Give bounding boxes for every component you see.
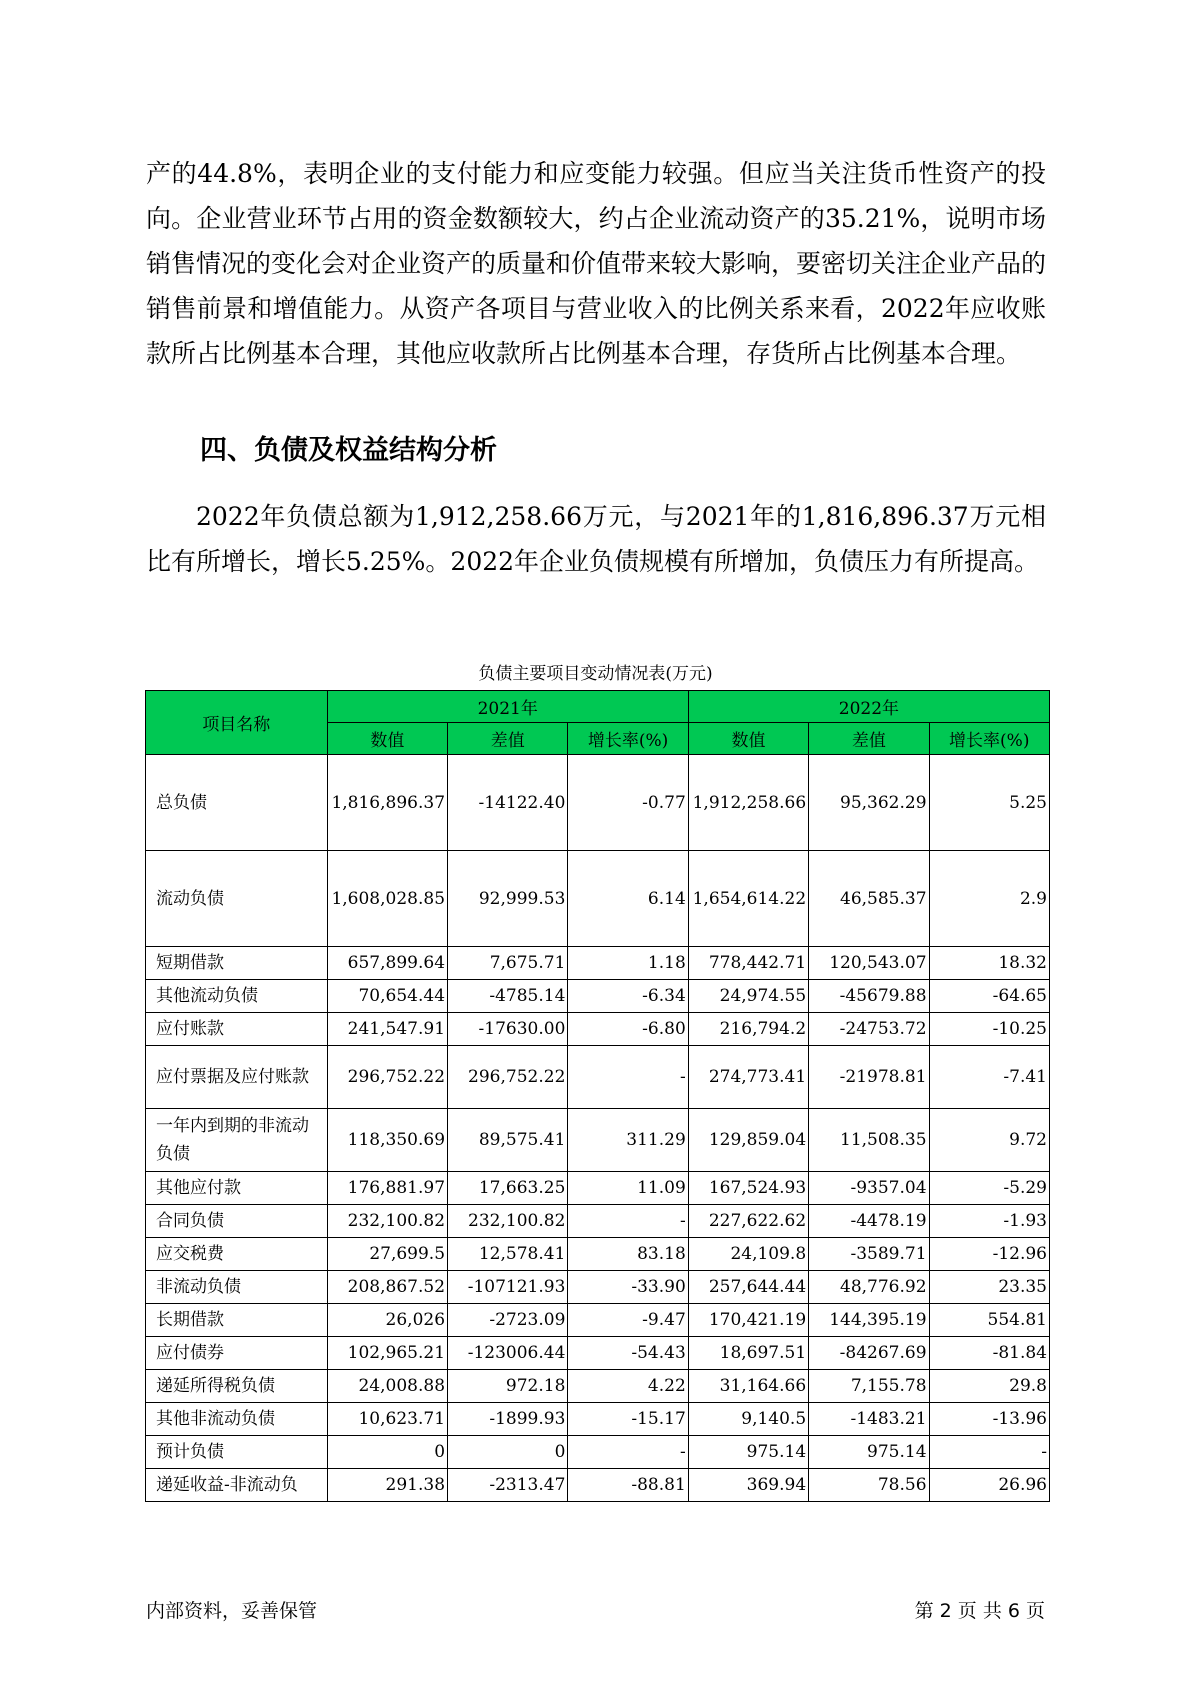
value-cell: -81.84 [929,1337,1049,1370]
table-row [146,1436,1050,1469]
value-cell: -10.25 [929,1013,1049,1046]
value-cell: 208,867.52 [327,1271,447,1304]
value-cell: 10,623.71 [327,1403,447,1436]
value-cell: -14122.40 [448,755,568,851]
value-cell: 241,547.91 [327,1013,447,1046]
table-row [146,1370,1050,1403]
table-row [146,1403,1050,1436]
value-cell: 7,155.78 [809,1370,929,1403]
value-cell: 657,899.64 [327,947,447,980]
value-cell: 11.09 [568,1172,688,1205]
value-cell: -3589.71 [809,1238,929,1271]
footer-page-number: 第 2 页 共 6 页 [914,1600,1045,1622]
col-header-year-2021: 2021年 [327,691,688,723]
row-label-cell: 应付债券 [146,1337,328,1370]
value-cell: 1,816,896.37 [327,755,447,851]
value-cell: -107121.93 [448,1271,568,1304]
value-cell: -45679.88 [809,980,929,1013]
col-header-growth: 增长率(%) [929,723,1049,755]
col-header-value: 数值 [327,723,447,755]
value-cell: 5.25 [929,755,1049,851]
value-cell: 274,773.41 [688,1046,808,1109]
value-cell: 1,608,028.85 [327,851,447,947]
value-cell: 120,543.07 [809,947,929,980]
value-cell: -2313.47 [448,1469,568,1502]
value-cell: 1,654,614.22 [688,851,808,947]
value-cell: - [568,1046,688,1109]
value-cell: 291.38 [327,1469,447,1502]
value-cell: -2723.09 [448,1304,568,1337]
value-cell: -21978.81 [809,1046,929,1109]
table-row [146,1469,1050,1502]
row-label-cell: 总负债 [146,755,328,851]
value-cell: 23.35 [929,1271,1049,1304]
value-cell: 12,578.41 [448,1238,568,1271]
value-cell: 176,881.97 [327,1172,447,1205]
value-cell: 31,164.66 [688,1370,808,1403]
value-cell: -0.77 [568,755,688,851]
value-cell: 26.96 [929,1469,1049,1502]
value-cell: -84267.69 [809,1337,929,1370]
value-cell: 95,362.29 [809,755,929,851]
value-cell: 311.29 [568,1109,688,1172]
value-cell: -15.17 [568,1403,688,1436]
value-cell: -123006.44 [448,1337,568,1370]
value-cell: -12.96 [929,1238,1049,1271]
value-cell: -88.81 [568,1469,688,1502]
value-cell: -54.43 [568,1337,688,1370]
value-cell: 29.8 [929,1370,1049,1403]
value-cell: 129,859.04 [688,1109,808,1172]
table-row [146,1172,1050,1205]
value-cell: 102,965.21 [327,1337,447,1370]
value-cell: 83.18 [568,1238,688,1271]
value-cell: 48,776.92 [809,1271,929,1304]
value-cell: 24,974.55 [688,980,808,1013]
table-row [146,1337,1050,1370]
row-label-cell: 预计负债 [146,1436,328,1469]
value-cell: -5.29 [929,1172,1049,1205]
col-header-year-2022: 2022年 [688,691,1049,723]
row-label-cell: 应交税费 [146,1238,328,1271]
row-label-cell: 非流动负债 [146,1271,328,1304]
table-row [146,1046,1050,1109]
row-label-cell: 一年内到期的非流动负债 [146,1109,328,1172]
table-row [146,1013,1050,1046]
value-cell: 369.94 [688,1469,808,1502]
value-cell: -6.80 [568,1013,688,1046]
row-label-cell: 其他非流动负债 [146,1403,328,1436]
value-cell: -1483.21 [809,1403,929,1436]
row-label-cell: 应付账款 [146,1013,328,1046]
row-label-cell: 合同负债 [146,1205,328,1238]
row-label-cell: 短期借款 [146,947,328,980]
value-cell: -7.41 [929,1046,1049,1109]
table-row [146,1205,1050,1238]
value-cell: 257,644.44 [688,1271,808,1304]
body-paragraph-1: 产的44.8%，表明企业的支付能力和应变能力较强。但应当关注货币性资产的投向。企业营业环节占用的资金数额较大，约占企业流动资产的35.21%，说明市场销售情况的变化会对企业资产的质量和价值带来较大影响，要密切关注企业产品的销售前景和增值能力。从资产各项目与营业收入的比例关系来看，2022年应收账款所占比例基本合理，其他应收款所占比例基本合理，存货所占比例基本合理。 [146,159,1047,368]
row-label-cell: 长期借款 [146,1304,328,1337]
row-label-cell: 递延所得税负债 [146,1370,328,1403]
col-header-diff: 差值 [809,723,929,755]
value-cell: -4785.14 [448,980,568,1013]
row-label-cell: 流动负债 [146,851,328,947]
table-row [146,851,1050,947]
value-cell: 232,100.82 [327,1205,447,1238]
value-cell: 92,999.53 [448,851,568,947]
value-cell: -64.65 [929,980,1049,1013]
value-cell: 227,622.62 [688,1205,808,1238]
row-label-cell: 其他应付款 [146,1172,328,1205]
value-cell: 24,008.88 [327,1370,447,1403]
value-cell: 11,508.35 [809,1109,929,1172]
value-cell: -9.47 [568,1304,688,1337]
value-cell: -6.34 [568,980,688,1013]
value-cell: 27,699.5 [327,1238,447,1271]
value-cell: 778,442.71 [688,947,808,980]
value-cell: - [568,1436,688,1469]
value-cell: 296,752.22 [448,1046,568,1109]
value-cell: - [568,1205,688,1238]
col-header-item-name: 项目名称 [146,691,328,755]
value-cell: -1899.93 [448,1403,568,1436]
col-header-diff: 差值 [448,723,568,755]
value-cell: 78.56 [809,1469,929,1502]
value-cell: 554.81 [929,1304,1049,1337]
value-cell: 46,585.37 [809,851,929,947]
value-cell: 89,575.41 [448,1109,568,1172]
value-cell: 24,109.8 [688,1238,808,1271]
value-cell: 296,752.22 [327,1046,447,1109]
value-cell: 6.14 [568,851,688,947]
value-cell: 26,026 [327,1304,447,1337]
row-label-cell: 递延收益-非流动负 [146,1469,328,1502]
value-cell: 170,421.19 [688,1304,808,1337]
value-cell: 9.72 [929,1109,1049,1172]
row-label-cell: 应付票据及应付账款 [146,1046,328,1109]
value-cell: 9,140.5 [688,1403,808,1436]
value-cell: -13.96 [929,1403,1049,1436]
value-cell: 144,395.19 [809,1304,929,1337]
table-row [146,947,1050,980]
value-cell: -24753.72 [809,1013,929,1046]
value-cell: 216,794.2 [688,1013,808,1046]
value-cell: 70,654.44 [327,980,447,1013]
value-cell: 2.9 [929,851,1049,947]
value-cell: -33.90 [568,1271,688,1304]
value-cell: 232,100.82 [448,1205,568,1238]
value-cell: 167,524.93 [688,1172,808,1205]
row-label-cell: 其他流动负债 [146,980,328,1013]
value-cell: 1,912,258.66 [688,755,808,851]
value-cell: -4478.19 [809,1205,929,1238]
table-row [146,980,1050,1013]
value-cell: 7,675.71 [448,947,568,980]
value-cell: 0 [327,1436,447,1469]
table-row [146,1304,1050,1337]
value-cell: 17,663.25 [448,1172,568,1205]
value-cell: -9357.04 [809,1172,929,1205]
value-cell: 118,350.69 [327,1109,447,1172]
value-cell: 975.14 [688,1436,808,1469]
table-row [146,1238,1050,1271]
footer-confidential: 内部资料，妥善保管 [146,1600,318,1622]
table-row [146,755,1050,851]
value-cell: 18,697.51 [688,1337,808,1370]
table-row [146,1109,1050,1172]
value-cell: - [929,1436,1049,1469]
liabilities-table [145,690,1050,1502]
col-header-value: 数值 [688,723,808,755]
value-cell: 975.14 [809,1436,929,1469]
value-cell: 972.18 [448,1370,568,1403]
value-cell: -17630.00 [448,1013,568,1046]
table-caption: 负债主要项目变动情况表(万元) [478,664,713,684]
value-cell: 18.32 [929,947,1049,980]
section-heading: 四、负债及权益结构分析 [200,435,497,466]
col-header-growth: 增长率(%) [568,723,688,755]
table-row [146,1271,1050,1304]
body-paragraph-2: 2022年负债总额为1,912,258.66万元，与2021年的1,816,896.37万元相比有所增长，增长5.25%。2022年企业负债规模有所增加，负债压力有所提高。 [146,502,1046,576]
value-cell: 4.22 [568,1370,688,1403]
value-cell: 1.18 [568,947,688,980]
value-cell: -1.93 [929,1205,1049,1238]
value-cell: 0 [448,1436,568,1469]
